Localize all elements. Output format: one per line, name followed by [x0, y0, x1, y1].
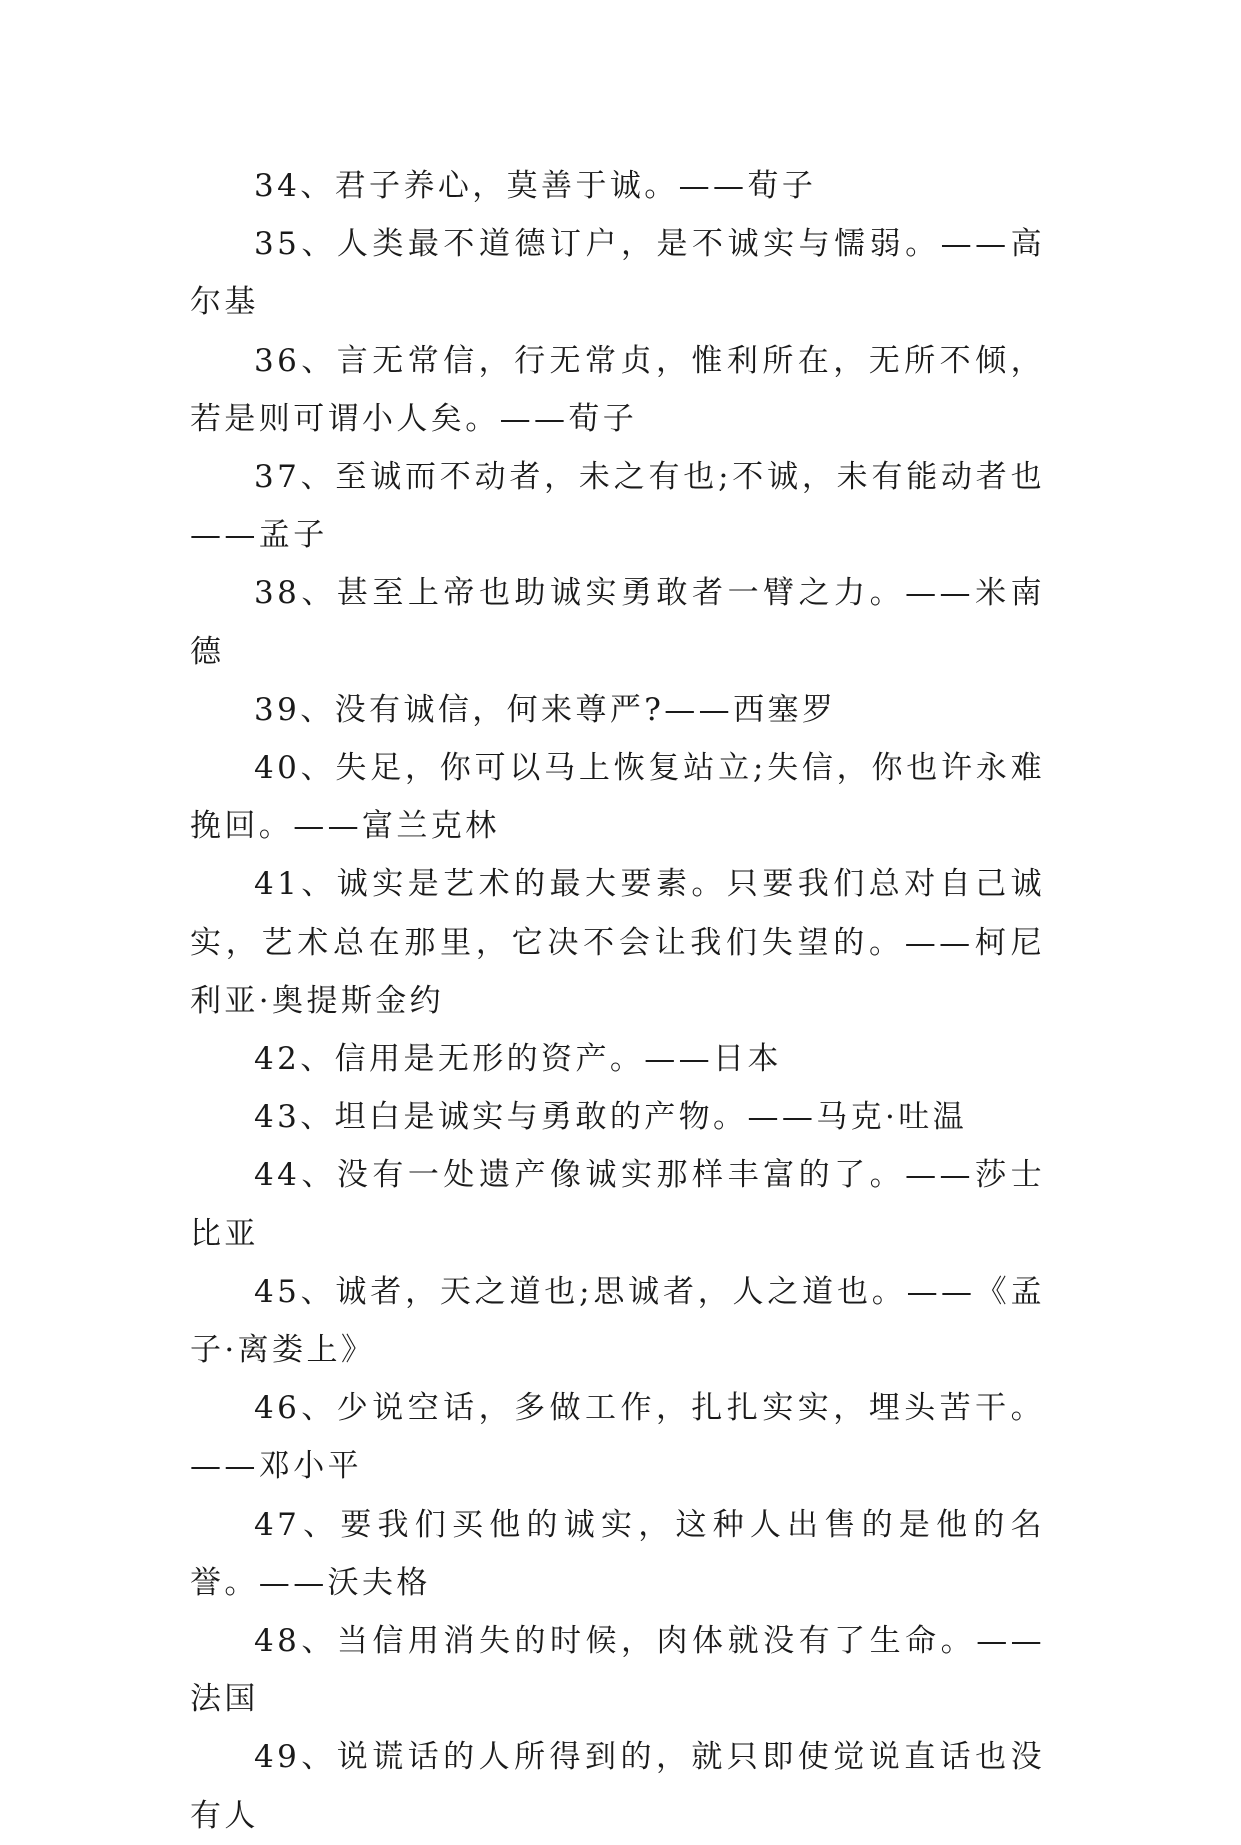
- quote-45: 45、诚者，天之道也;思诚者，人之道也。——《孟子·离娄上》: [190, 1273, 1045, 1369]
- quote-43: 43、坦白是诚实与勇敢的产物。——马克·吐温: [254, 1099, 968, 1136]
- quote-47: 47、要我们买他的诚实，这种人出售的是他的名誉。——沃夫格: [190, 1506, 1045, 1601]
- quote-35: 35、人类最不道德订户，是不诚实与懦弱。——高尔基: [190, 226, 1045, 321]
- quote-42: 42、信用是无形的资产。——日本: [254, 1041, 782, 1078]
- quote-44: 44、没有一处遗产像诚实那样丰富的了。——莎士比亚: [190, 1157, 1045, 1252]
- quote-34: 34、君子养心，莫善于诚。——荀子: [254, 168, 817, 204]
- quote-48: 48、当信用消失的时候，肉体就没有了生命。——法国: [190, 1623, 1045, 1718]
- quote-38: 38、甚至上帝也助诚实勇敢者一臂之力。——米南德: [190, 575, 1045, 670]
- quote-46: 46、少说空话，多做工作，扎扎实实，埋头苦干。——邓小平: [190, 1390, 1045, 1485]
- quote-40: 40、失足，你可以马上恢复站立;失信，你也许永难挽回。——富兰克林: [190, 750, 1045, 845]
- quote-36: 36、言无常信，行无常贞，惟利所在，无所不倾，若是则可谓小人矣。——荀子: [190, 342, 1045, 437]
- quote-39: 39、没有诚信，何来尊严?——西塞罗: [254, 691, 837, 728]
- quote-49: 49、说谎话的人所得到的，就只即使觉说直话也没有人: [190, 1739, 1045, 1834]
- quote-41: 41、诚实是艺术的最大要素。只要我们总对自己诚实，艺术总在那里，它决不会让我们失望的。——柯尼利亚·奥提斯金约: [190, 866, 1045, 1019]
- quote-list: [190, 157, 1045, 1845]
- quote-37: 37、至诚而不动者，未之有也;不诚，未有能动者也——孟子: [190, 459, 1045, 554]
